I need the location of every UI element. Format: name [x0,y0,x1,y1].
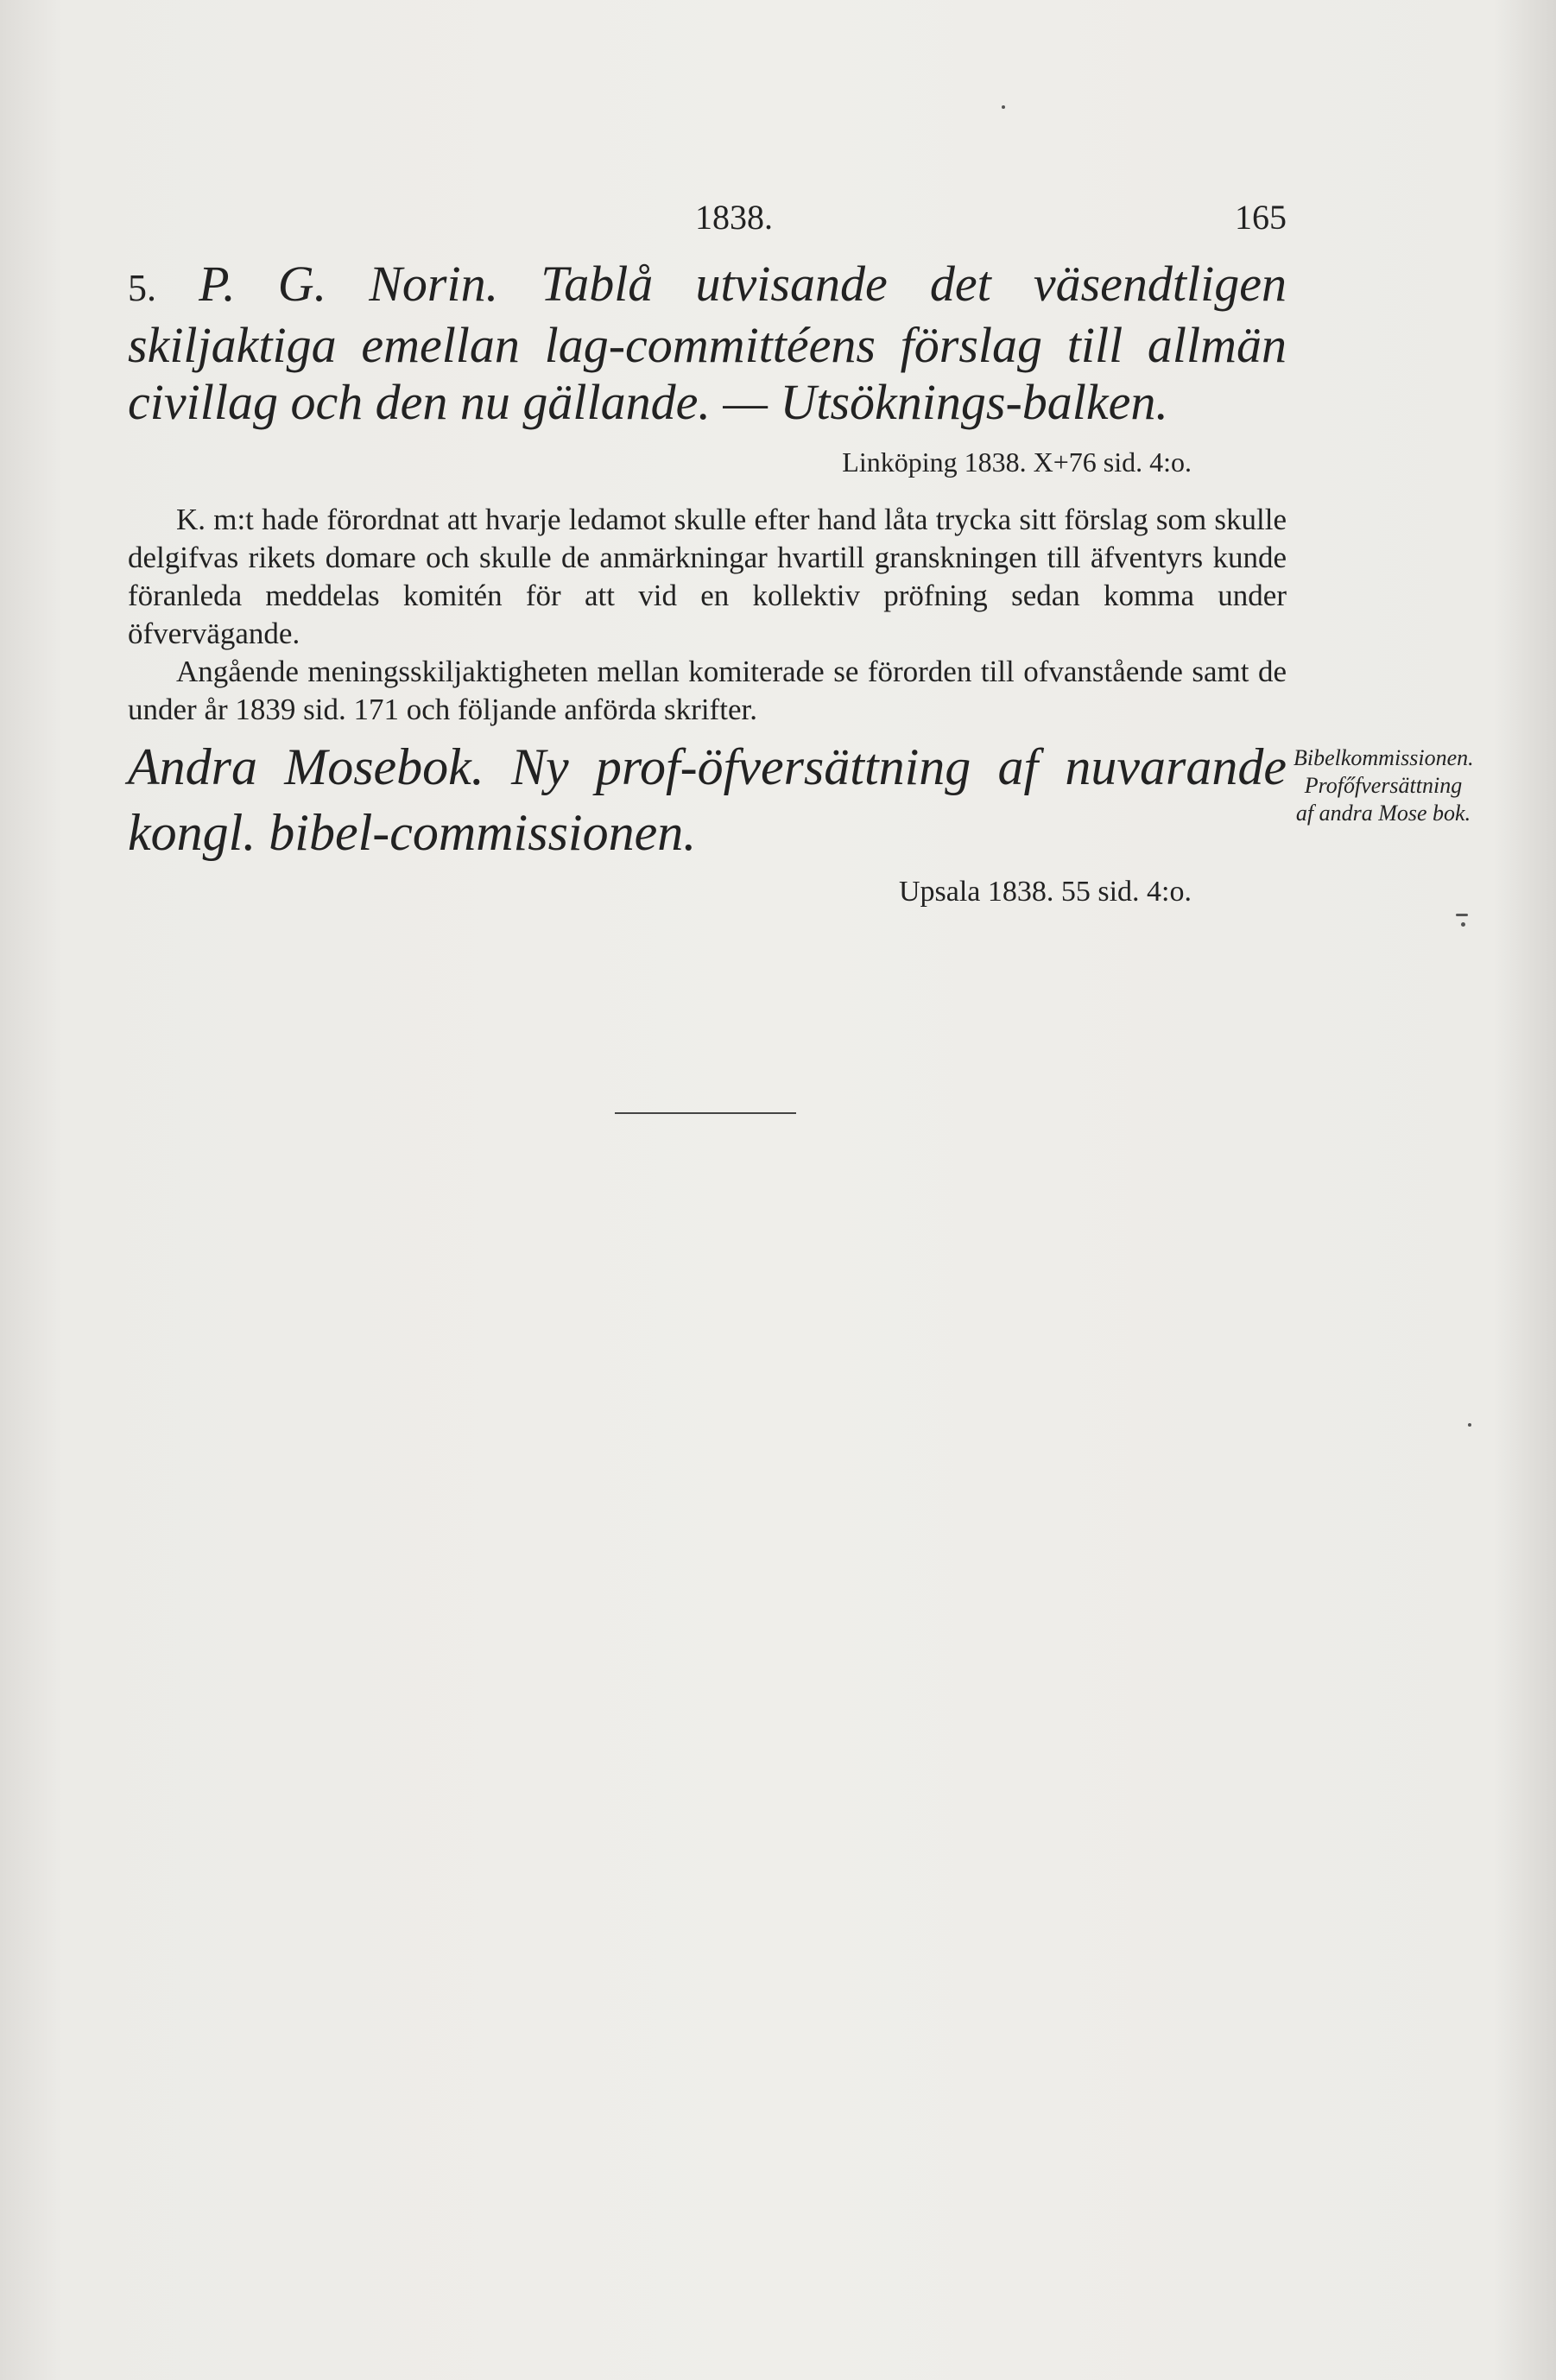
commentary-paragraph: Angående meningsskiljaktigheten mellan komiterade se förorden till ofvanstående samt de under år 1839 sid. 171 och följande anförda skrifter. [128,655,1287,726]
paper-speck [1468,1423,1471,1427]
paper-speck [1461,922,1465,927]
bibliography-entry-mosebok [128,734,1287,908]
entry-title: Andra Mosebok. Ny prof-öfversättning af nuvarande kongl. bibel-commissionen. [128,738,1287,861]
paper-speck [1456,914,1468,916]
paper-speck [1002,105,1005,109]
bibliography-entry-norin [128,256,1287,729]
section-divider [615,1112,796,1114]
entry-title-text: P. G. Norin. Tablå utvisande det väsendtligen skiljaktiga emellan lag-committéens förslag till allmän civillag och den nu gällande. — Utsöknings-balken. [128,256,1287,430]
entry-title [128,256,1287,431]
commentary-paragraph: K. m:t hade förordnat att hvarje ledamot skulle efter hand låta trycka sitt förslag som skulle delgifvas rikets domare och skulle de anmärkningar hvartill granskningen till äfventyrs kunde föranleda meddelas komitén för att vid en kollektiv pröfning sedan komma under öfvervägande. [128,503,1287,650]
page-header [181,197,1287,249]
margin-note: Bibelkommissionen. Profőfversättning af andra Mose bok. [1294,745,1474,826]
page-number: 165 [1235,198,1287,237]
header-year: 1838. [695,198,773,237]
entry-imprint: Linköping 1838. X+76 sid. 4:o. [842,446,1192,478]
entry-imprint: Upsala 1838. 55 sid. 4:o. [898,876,1192,908]
entry-commentary [128,501,1287,729]
entry-number: 5. [128,267,156,309]
